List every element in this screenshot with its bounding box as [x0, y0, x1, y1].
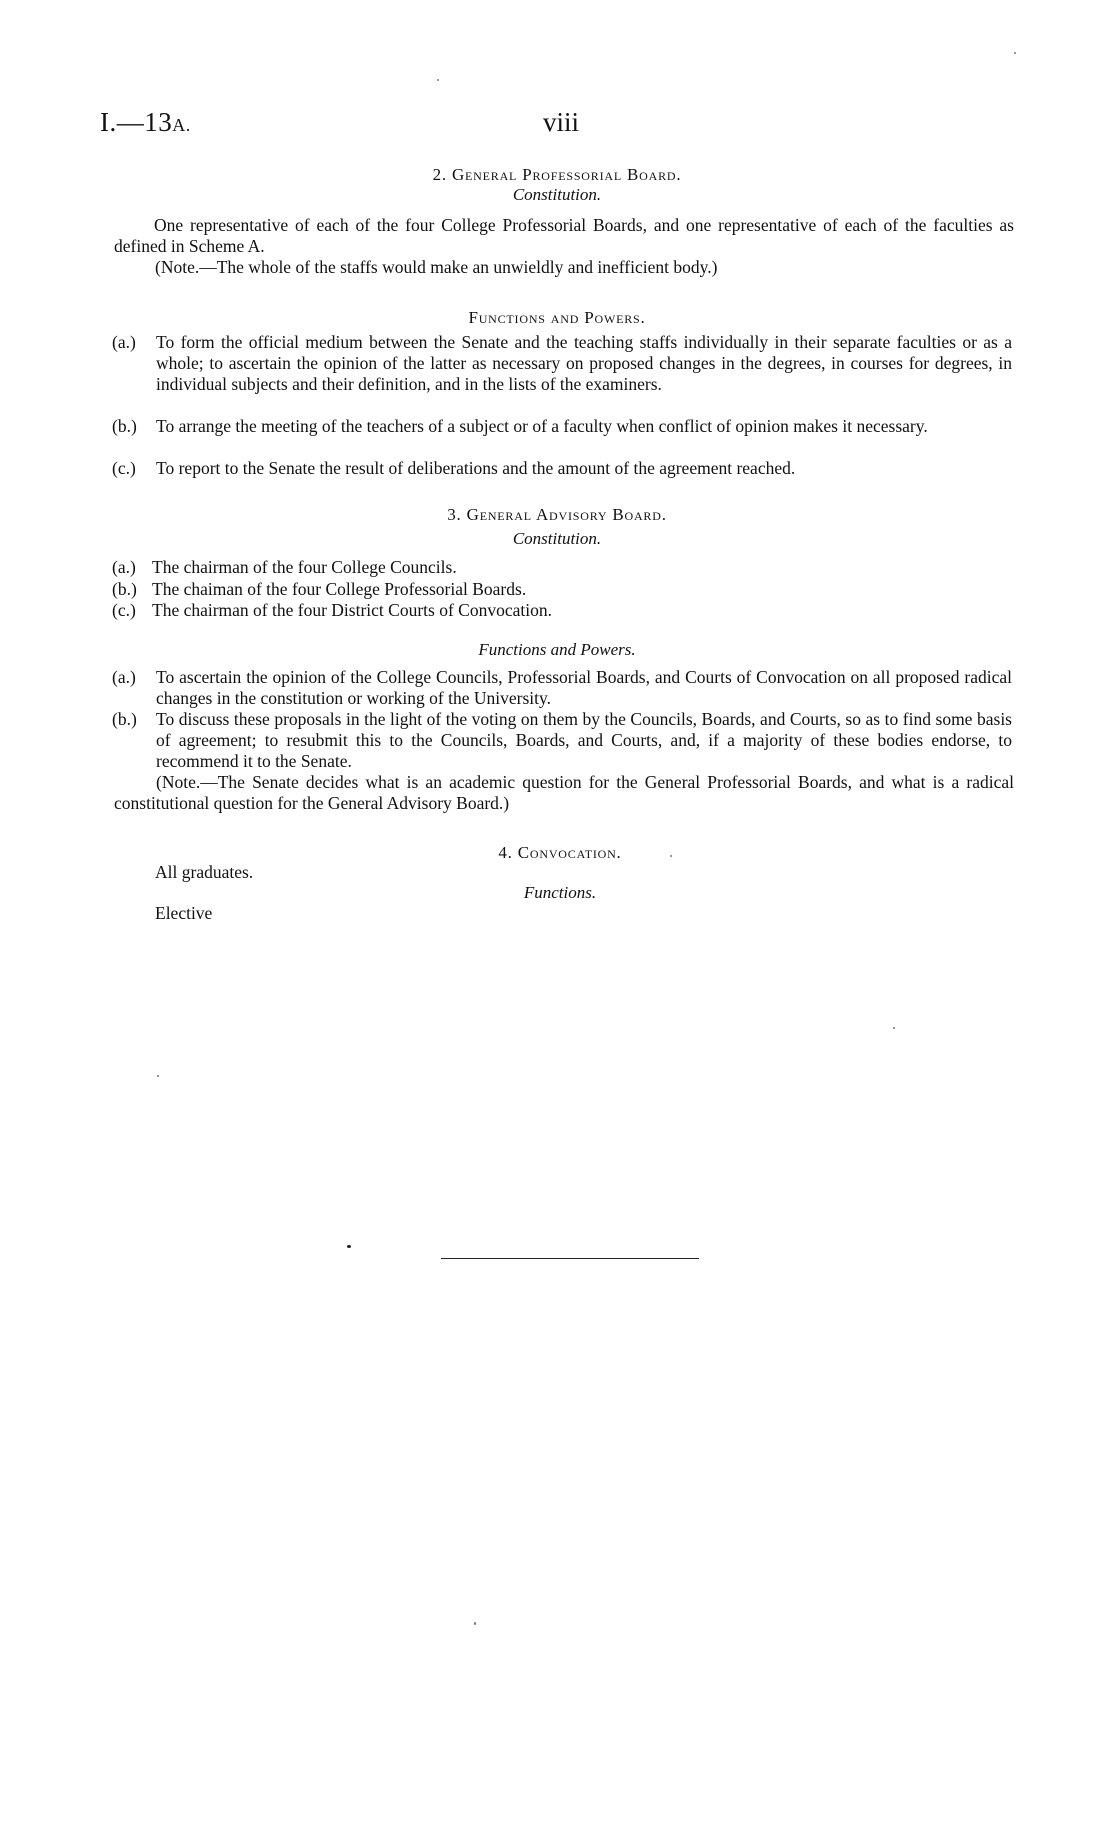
scan-speck	[670, 855, 672, 857]
item-text: To form the official medium between the Senate and the teaching staffs individually in their separate faculties or as a whole; to ascertain the opinion of the latter as necessary on proposed changes in the degrees, in courses for degrees, in individual subjects and their definition, and in the lists of the examiners.	[156, 332, 1012, 394]
section-3-functions-heading: Functions and Powers.	[478, 640, 636, 659]
item-text: To discuss these proposals in the light of the voting on them by the Councils, Boards, and Courts, so as to find some basis of agreement; to resubmit this to the Councils, Boards, and Courts, and, if a majority of these bodies endorse, to recommend it to the Senate.	[156, 709, 1012, 771]
section-3-constitution-item-a	[112, 557, 1012, 578]
section-3-constitution-item-c	[112, 600, 1012, 621]
scan-speck	[474, 1622, 476, 1625]
page-number: viii	[543, 107, 580, 137]
section-2-constitution-subheading: Constitution.	[512, 185, 602, 204]
item-text: The chairman of the four College Councils.	[152, 557, 457, 577]
section-4-functions-heading: Functions.	[523, 883, 597, 902]
item-marker: (a.)	[112, 667, 136, 687]
section-2-constitution-text: One representative of each of the four College Professorial Boards, and one representative of each of the faculties as defined in Scheme A.	[114, 215, 1014, 256]
section-3-note: (Note.—The Senate decides what is an academic question for the General Professorial Boards, and what is a radical constitutional question for the General Advisory Board.)	[114, 772, 1014, 813]
item-text: The chaiman of the four College Professorial Boards.	[152, 579, 527, 599]
section-2-item-a	[112, 332, 1012, 395]
end-rule-divider	[441, 1258, 699, 1259]
section-3-function-item-a	[112, 667, 1012, 709]
item-marker: (b.)	[112, 416, 137, 436]
section-2-heading: 2. General Professorial Board.	[432, 165, 682, 184]
section-2-item-c	[112, 458, 1012, 479]
item-text: The chairman of the four District Courts of Convocation.	[152, 600, 552, 620]
item-marker: (a.)	[112, 557, 136, 577]
item-marker: (c.)	[112, 458, 136, 478]
section-3-function-item-b	[112, 709, 1012, 772]
item-text: To arrange the meeting of the teachers of a subject or of a faculty when conflict of opinion makes it necessary.	[156, 416, 928, 436]
section-3-constitution-item-b	[112, 579, 1012, 600]
section-2-functions-heading: Functions and Powers.	[468, 308, 646, 327]
item-text: To report to the Senate the result of deliberations and the amount of the agreement reached.	[156, 458, 796, 478]
scan-speck	[437, 79, 439, 81]
section-3-constitution-subheading: Constitution.	[512, 529, 602, 548]
scan-speck	[157, 1075, 159, 1077]
scan-speck	[347, 1245, 351, 1248]
section-4-left-column-1: All graduates.	[155, 862, 254, 882]
item-marker: (b.)	[112, 579, 137, 599]
section-4-heading: 4. Convocation.	[498, 843, 622, 862]
scan-speck	[1014, 52, 1016, 54]
section-2-note: (Note.—The whole of the staffs would make an unwieldly and inefficient body.)	[155, 257, 718, 277]
section-3-heading: 3. General Advisory Board.	[447, 505, 667, 524]
scan-speck	[893, 1027, 895, 1029]
item-text: To ascertain the opinion of the College Councils, Professorial Boards, and Courts of Convocation on all proposed radical changes in the constitution or working of the University.	[156, 667, 1012, 708]
section-2-item-b	[112, 416, 1012, 437]
section-4-left-column-2: Elective	[155, 903, 213, 923]
item-marker: (b.)	[112, 709, 137, 729]
item-marker: (c.)	[112, 600, 136, 620]
item-marker: (a.)	[112, 332, 136, 352]
page-reference: I.—13A.	[100, 107, 191, 137]
